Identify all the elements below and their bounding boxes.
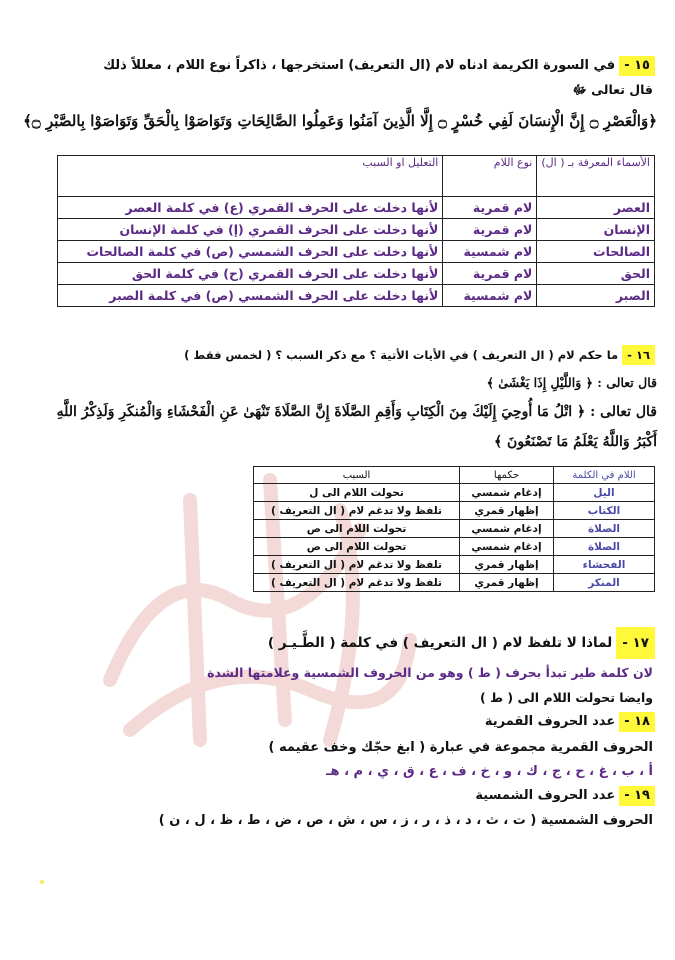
- cell-reason: لأنها دخلت على الحرف القمري (ح) في كلمة الحق: [58, 263, 443, 285]
- cell-name: الصبر: [537, 285, 655, 307]
- cell-reason: تلفظ ولا تدغم لام ( ال التعريف ): [254, 574, 460, 592]
- cell-name: العصر: [537, 197, 655, 219]
- cell-name: الحق: [537, 263, 655, 285]
- cell-rule: إدغام شمسي: [460, 520, 554, 538]
- col-header-reason: التعليل او السبب: [58, 156, 443, 197]
- cell-reason: لأنها دخلت على الحرف الشمسي (ص) في كلمة الصالحات: [58, 241, 443, 263]
- q18-answer-2: أ ، ب ، غ ، ح ، ج ، ك ، و ، خ ، ف ، ع ، ق ، ي ، م ، هـ: [326, 764, 653, 779]
- highlight-speck: [40, 880, 44, 884]
- cell-word: الفحشاء: [554, 556, 655, 574]
- cell-rule: إظهار قمري: [460, 574, 554, 592]
- cell-reason: تلفظ ولا تدغم لام ( ال التعريف ): [254, 502, 460, 520]
- cell-rule: إظهار قمري: [460, 556, 554, 574]
- table-row: [254, 538, 655, 556]
- table-row: [254, 574, 655, 592]
- q15-question: [20, 56, 655, 76]
- col-header-rule: حكمها: [460, 467, 554, 484]
- q16-number: ١٦ -: [622, 345, 655, 365]
- cell-reason: لأنها دخلت على الحرف الشمسي (ص) في كلمة الصبر: [58, 285, 443, 307]
- cell-word: الكتاب: [554, 502, 655, 520]
- col-header-reason: السبب: [254, 467, 460, 484]
- q19-text: عدد الحروف الشمسية: [475, 788, 616, 803]
- cell-name: الصالحات: [537, 241, 655, 263]
- table-row: [254, 502, 655, 520]
- table-row: [254, 520, 655, 538]
- table-row: [254, 556, 655, 574]
- cell-type: لام قمرية: [443, 219, 537, 241]
- q19-question: [20, 786, 655, 806]
- cell-rule: إدغام شمسي: [460, 538, 554, 556]
- cell-reason: لأنها دخلت على الحرف القمري (إ) في كلمة الإنسان: [58, 219, 443, 241]
- cell-word: الصلاة: [554, 538, 655, 556]
- col-header-word: اللام في الكلمة: [554, 467, 655, 484]
- cell-reason: تحولت اللام الى ص: [254, 520, 460, 538]
- q16-verse-1: قال تعالى : ﴿ وَاللَّيْلِ إِذَا يَغْشَىٰ ﴾: [486, 375, 657, 390]
- q18-question: [20, 712, 655, 732]
- table-row: [58, 263, 655, 285]
- cell-reason: تلفظ ولا تدغم لام ( ال التعريف ): [254, 556, 460, 574]
- q16-question: [20, 345, 655, 365]
- col-header-name: الأسماء المعرفة بـ ( ال): [537, 156, 655, 197]
- cell-word: المنكر: [554, 574, 655, 592]
- cell-name: الإنسان: [537, 219, 655, 241]
- cell-rule: إظهار قمري: [460, 502, 554, 520]
- table-row: [58, 219, 655, 241]
- cell-word: اليل: [554, 484, 655, 502]
- cell-type: لام قمرية: [443, 197, 537, 219]
- q16-table: [253, 466, 655, 592]
- cell-word: الصلاة: [554, 520, 655, 538]
- table-row: [58, 241, 655, 263]
- q17-answer-2: وايضا تحولت اللام الى ( ط ): [480, 690, 653, 705]
- q17-answer-1: لان كلمة طير تبدأ بحرف ( ط ) وهو من الحروف الشمسية وعلامتها الشدة: [207, 665, 653, 680]
- q16-verse-2: قال تعالى : ﴿ اتْلُ مَا أُوحِيَ إِلَيْكَ مِنَ الْكِتَابِ وَأَقِمِ الصَّلَاةَ إِنَّ الصَّلَاةَ تَنْهَىٰ عَنِ الْفَحْشَاءِ وَالْمُنكَرِ وَلَذِكْرُ اللَّهِ: [56, 404, 657, 420]
- q15-intro: قال تعالى ﷻ: [572, 82, 653, 97]
- table-header-row: [254, 467, 655, 484]
- table-row: [58, 197, 655, 219]
- col-header-type: نوع اللام: [443, 156, 537, 197]
- q18-answer-1: الحروف القمرية مجموعة في عبارة ( ابغ حجّك وخف عقيمه ): [268, 740, 653, 755]
- cell-type: لام شمسية: [443, 285, 537, 307]
- table-header-row: [58, 156, 655, 197]
- cell-reason: لأنها دخلت على الحرف القمري (ع) في كلمة العصر: [58, 197, 443, 219]
- q19-number: ١٩ -: [619, 786, 655, 806]
- q17-text: لماذا لا تلفظ لام ( ال التعريف ) في كلمة ( الطَّـيـر ): [267, 635, 613, 651]
- q15-number: ١٥ -: [619, 56, 655, 76]
- q18-number: ١٨ -: [619, 712, 655, 732]
- q17-number: ١٧ -: [616, 627, 655, 659]
- cell-type: لام قمرية: [443, 263, 537, 285]
- cell-rule: إدغام شمسي: [460, 484, 554, 502]
- cell-reason: تحولت اللام الى ص: [254, 538, 460, 556]
- q16-text: ما حكم لام ( ال التعريف ) في الأيات الأتية ؟ مع ذكر السبب ؟ ( لخمس فقط ): [184, 348, 619, 362]
- cell-type: لام شمسية: [443, 241, 537, 263]
- q19-answer-1: الحروف الشمسية ( ت ، ث ، د ، ذ ، ر ، ز ، س ، ش ، ص ، ض ، ط ، ظ ، ل ، ن ): [158, 813, 653, 828]
- table-row: [58, 285, 655, 307]
- q15-text: في السورة الكريمة ادناه لام (ال التعريف) استخرجها ، ذاكراً نوع اللام ، معللاً ذلك: [103, 58, 616, 73]
- q18-text: عدد الحروف القمرية: [484, 714, 616, 729]
- table-row: [254, 484, 655, 502]
- q15-table: [57, 155, 655, 307]
- cell-reason: تحولت اللام الى ل: [254, 484, 460, 502]
- q17-question: [20, 627, 655, 659]
- q16-verse-3: أَكْبَرُ وَاللَّهُ يَعْلَمُ مَا تَصْنَعُونَ ﴾: [493, 434, 657, 450]
- q15-verse: ﴿وَالْعَصْرِ ۝ إِنَّ الْإِنسَانَ لَفِي خُسْرٍ ۝ إِلَّا الَّذِينَ آمَنُوا وَعَمِلُوا الصَّالِحَاتِ وَتَوَاصَوْا بِالْحَقِّ وَتَوَاصَوْا بِالصَّبْرِ ۝﴾: [23, 112, 657, 130]
